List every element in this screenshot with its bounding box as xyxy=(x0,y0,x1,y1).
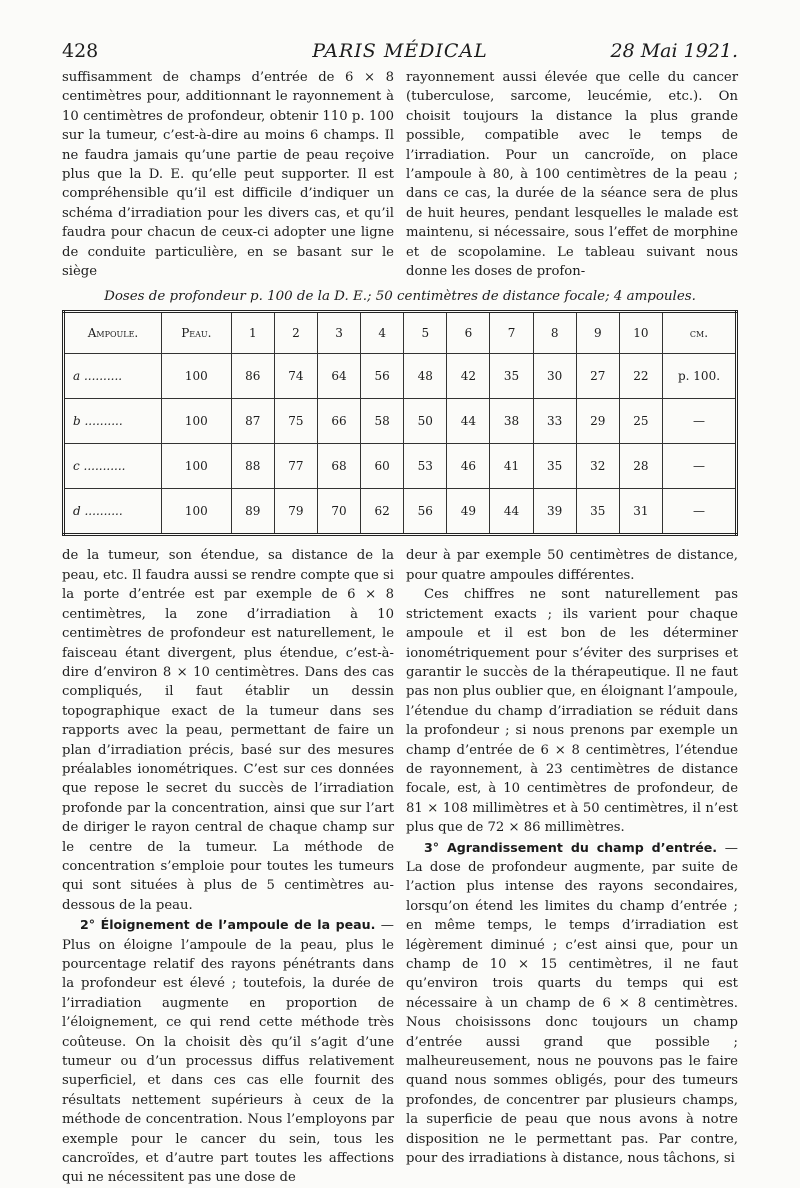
table-row xyxy=(64,399,737,444)
cell: 42 xyxy=(447,354,490,399)
cell: 31 xyxy=(619,489,662,535)
cell: 100 xyxy=(162,444,232,489)
col-header: 6 xyxy=(447,312,490,354)
cell: 44 xyxy=(447,399,490,444)
cell: 33 xyxy=(533,399,576,444)
cell: 70 xyxy=(317,489,360,535)
cell: 87 xyxy=(231,399,274,444)
page-header xyxy=(62,36,738,68)
section-title: 2° Éloignement de l’ampoule de la peau. xyxy=(80,917,376,933)
col-header: 3 xyxy=(317,312,360,354)
unit-cell: — xyxy=(663,444,737,489)
bottom-columns xyxy=(62,546,738,1187)
cell: 60 xyxy=(361,444,404,489)
cell: 75 xyxy=(274,399,317,444)
section-title: 3° Agrandissement du champ d’entrée. xyxy=(424,839,718,855)
cell: 56 xyxy=(404,489,447,535)
col-header: Peau. xyxy=(162,312,232,354)
col-header: 10 xyxy=(619,312,662,354)
section-paragraph xyxy=(406,838,738,1169)
paragraph: suffisamment de champs d’entrée de 6 × 8 centimètres pour, additionnant le rayonnement à 10 centimètres de profondeur, obtenir 110 p. 100 sur la tumeur, c’est-à-dire au moins 6 champs. Il ne faudra jamais qu’une partie de peau reçoive plus que la D. E. qu’elle peut supporter. Il est compréhensible qu’il est difficile d’indiquer un schéma d’irradiation pour les divers cas, et qu’il faudra pour chacun de ceux-ci adopter une ligne de conduite particulière, en se basant sur le siège xyxy=(62,70,394,280)
cell: 64 xyxy=(317,354,360,399)
table-header-row xyxy=(64,312,737,354)
paragraph: deur à par exemple 50 centimètres de distance, pour quatre ampoules différentes. xyxy=(406,548,738,583)
cell: 68 xyxy=(317,444,360,489)
cell: 86 xyxy=(231,354,274,399)
col-header: 7 xyxy=(490,312,533,354)
cell: 30 xyxy=(533,354,576,399)
row-label: a .......... xyxy=(64,354,162,399)
paragraph: rayonnement aussi élevée que celle du cancer (tuberculose, sarcome, leucémie, etc.). On choisit toujours la distance la plus grande possible, compatible avec le temps de l’irradiation. Pour un cancroïde, on place l’ampoule à 80, à 100 centimètres de la peau ; dans ce cas, la durée de la séance sera de plus de huit heures, pendant lesquelles le malade est maintenu, si nécessaire, sous l’effet de morphine et de scopolamine. Le tableau suivant nous donne les doses de profon- xyxy=(406,70,738,280)
paragraph: de la tumeur, son étendue, sa distance de la peau, etc. Il faudra aussi se rendre compte que si la porte d’entrée est par exemple de 6 × 8 centimètres, la zone d’irradiation à 10 centimètres de profondeur est naturellement, le faisceau étant divergent, plus étendue, c’est-à-dire d’environ 8 × 10 centimètres. Dans des cas compliqués, il faut établir un dessin topographique exact de la tumeur dans ses rapports avec la peau, permettant de faire un plan d’irradiation précis, basé sur des mesures préalables ionométriques. C’est sur ces données que repose le secret du succès de l’irradiation profonde par la concentration, ainsi que sur l’art de diriger le rayon central de chaque champ sur le centre de la tumeur. La méthode de concentration s’emploie pour toutes les tumeurs qui sont situées à plus de 5 centimètres au-dessous de la peau. xyxy=(62,548,394,913)
top-right-column xyxy=(406,68,738,281)
row-label: b .......... xyxy=(64,399,162,444)
cell: 27 xyxy=(576,354,619,399)
table-row xyxy=(64,354,737,399)
col-header: 8 xyxy=(533,312,576,354)
cell: 77 xyxy=(274,444,317,489)
cell: 35 xyxy=(576,489,619,535)
cell: 22 xyxy=(619,354,662,399)
cell: 46 xyxy=(447,444,490,489)
col-header: 2 xyxy=(274,312,317,354)
cell: 66 xyxy=(317,399,360,444)
col-header: cm. xyxy=(663,312,737,354)
cell: 74 xyxy=(274,354,317,399)
cell: 29 xyxy=(576,399,619,444)
depth-dose-table xyxy=(62,310,738,536)
section-text: — La dose de profondeur augmente, par suite de l’action plus intense des rayons secondaires, lorsqu’on étend les limites du champ d’entrée ; en même temps, le temps d’irradiation est légèrement diminué ; c’est ainsi que, pour un champ de 10 × 15 centimètres, il ne faut qu’environ trois quarts du temps qui est nécessaire à un champ de 6 × 8 centimètres. Nous choisissons donc toujours un champ d’entrée aussi grand que possible ; malheureusement, nous ne pouvons pas le faire quand nous sommes obligés, pour des tumeurs profondes, de concentrer par plusieurs champs, la superficie de peau que nous avons à notre disposition ne le permettant pas. Par contre, pour des irradiations à distance, nous tâchons, si xyxy=(406,840,738,1167)
table-caption: Doses de profondeur p. 100 de la D. E.; 50 centimètres de distance focale; 4 ampoules. xyxy=(104,289,696,305)
unit-cell: — xyxy=(663,489,737,535)
cell: 62 xyxy=(361,489,404,535)
top-columns xyxy=(62,68,738,281)
cell: 35 xyxy=(533,444,576,489)
row-label: d .......... xyxy=(64,489,162,535)
cell: 32 xyxy=(576,444,619,489)
col-header: 1 xyxy=(231,312,274,354)
cell: 41 xyxy=(490,444,533,489)
cell: 58 xyxy=(361,399,404,444)
table-row xyxy=(64,489,737,535)
bottom-right-column xyxy=(406,546,738,1187)
table-row xyxy=(64,444,737,489)
cell: 100 xyxy=(162,489,232,535)
row-label: c ........... xyxy=(64,444,162,489)
col-header: 4 xyxy=(361,312,404,354)
unit-cell: — xyxy=(663,399,737,444)
paragraph: Ces chiffres ne sont naturellement pas strictement exacts ; ils varient pour chaque ampoule et il est bon de les déterminer ionométriquement pour s’éviter des surprises et garantir le succès de la thérapeutique. Il ne faut pas non plus oublier que, en éloignant l’ampoule, l’étendue du champ d’irradiation se réduit dans la profondeur ; si nous prenons par exemple un champ d’entrée de 6 × 8 centimètres, l’étendue de rayonnement, à 23 centimètres de distance focale, est, à 10 centimètres de profondeur, de 81 × 108 millimètres et à 50 centimètres, il n’est plus que de 72 × 86 millimètres. xyxy=(406,587,738,836)
col-header: 9 xyxy=(576,312,619,354)
cell: 44 xyxy=(490,489,533,535)
cell: 79 xyxy=(274,489,317,535)
cell: 89 xyxy=(231,489,274,535)
issue-date: 28 Mai 1921. xyxy=(610,40,738,62)
cell: 100 xyxy=(162,399,232,444)
cell: 25 xyxy=(619,399,662,444)
cell: 48 xyxy=(404,354,447,399)
cell: 49 xyxy=(447,489,490,535)
section-text: — Plus on éloigne l’ampoule de la peau, plus le pourcentage relatif des rayons pénétrants dans la profondeur est élevé ; toutefois, la durée de l’irradiation augmente en proportion de l’éloignement, ce qui rend cette méthode très coûteuse. On la choisit dès qu’il s’agit d’une tumeur ou d’un processus diffus relativement superficiel, et dans ces cas elle fournit des résultats nettement supérieurs à ceux de la méthode de concentration. Nous l’employons par exemple pour le cancer du sein, tous les cancroïdes, et d’autre part toutes les affections qui ne nécessitent pas une dose de xyxy=(62,918,394,1186)
unit-cell: p. 100. xyxy=(663,354,737,399)
bottom-left-column xyxy=(62,546,394,1187)
col-header: 5 xyxy=(404,312,447,354)
cell: 39 xyxy=(533,489,576,535)
cell: 50 xyxy=(404,399,447,444)
section-paragraph xyxy=(62,915,394,1188)
cell: 56 xyxy=(361,354,404,399)
page-number: 428 xyxy=(62,40,99,62)
journal-title: PARIS MÉDICAL xyxy=(312,40,488,62)
journal-page xyxy=(62,36,738,1188)
cell: 100 xyxy=(162,354,232,399)
col-header: Ampoule. xyxy=(64,312,162,354)
top-left-column xyxy=(62,68,394,281)
cell: 53 xyxy=(404,444,447,489)
cell: 38 xyxy=(490,399,533,444)
cell: 88 xyxy=(231,444,274,489)
cell: 35 xyxy=(490,354,533,399)
cell: 28 xyxy=(619,444,662,489)
